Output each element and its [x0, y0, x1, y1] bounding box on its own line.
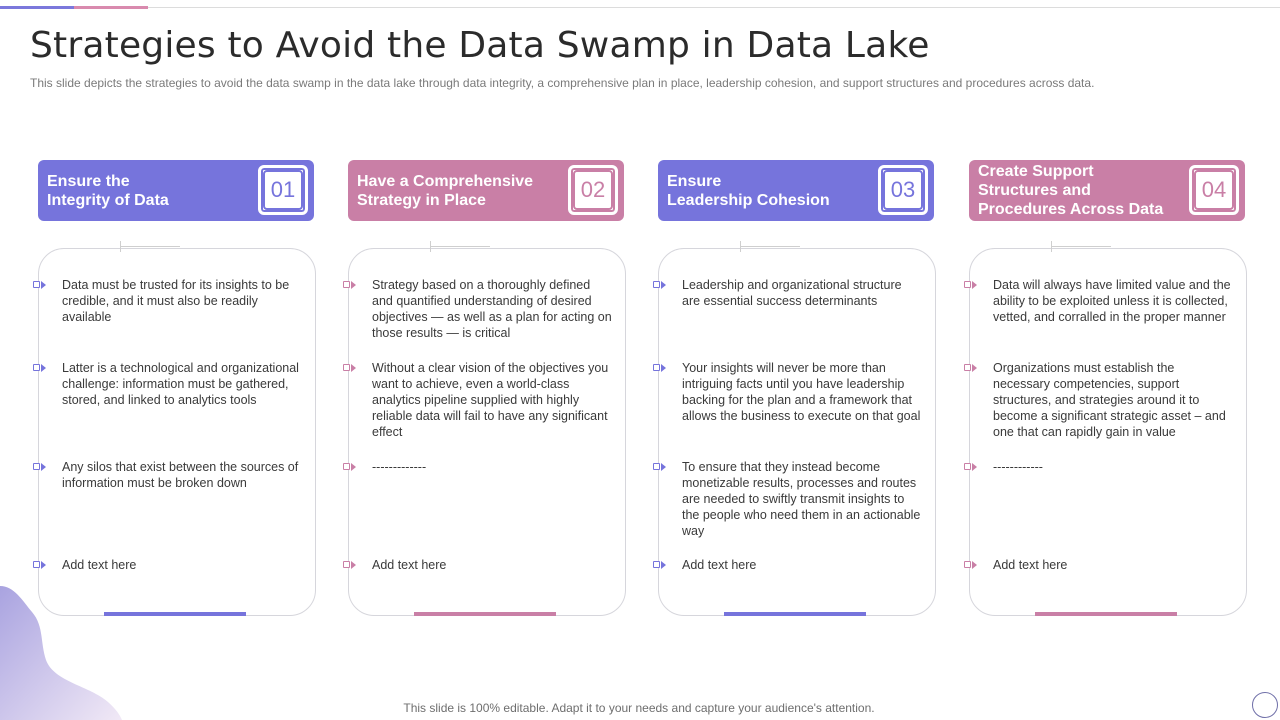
card-number-badge [878, 165, 928, 215]
strategy-card-3 [658, 160, 936, 616]
slide-title: Strategies to Avoid the Data Swamp in Data Lake [30, 25, 930, 66]
bullet-item [62, 557, 302, 573]
bullet-text: Strategy based on a thoroughly defined and quantified understanding of desired objectives — as well as a plan for acting on those results — is critical [372, 278, 612, 340]
card-number: 01 [270, 177, 296, 202]
bullet-item [62, 277, 302, 325]
bullet-item [62, 360, 302, 408]
bullet-marker-icon [653, 561, 667, 569]
strategy-card-4 [969, 160, 1247, 616]
bullet-text: Organizations must establish the necessary competencies, support structures, and strategies around it to become a significant strategic asset – and one that can rapidly gain in value [993, 361, 1226, 439]
bullet-marker-icon [343, 281, 357, 289]
card-number: 02 [580, 177, 606, 202]
bullet-marker-icon [33, 281, 47, 289]
bullet-marker-icon [653, 364, 667, 372]
strategy-card-2 [348, 160, 626, 616]
bullet-text: Latter is a technological and organizational challenge: information must be gathered, stored, and linked to analytics tools [62, 361, 299, 407]
bullet-text: To ensure that they instead become monetizable results, processes and routes are needed to swiftly transmit insights to the people who need them in an actionable way [682, 460, 921, 538]
bullet-item [62, 459, 302, 491]
circle-icon [1252, 692, 1278, 718]
bullet-marker-icon [964, 281, 978, 289]
slide-footer: This slide is 100% editable. Adapt it to your needs and capture your audience's attention. [403, 701, 875, 715]
connector-tick [120, 241, 180, 253]
bullet-text: Leadership and organizational structure are essential success determinants [682, 278, 902, 308]
bullet-item [372, 459, 612, 475]
card-bottom-accent [724, 612, 866, 616]
card-number-badge [568, 165, 618, 215]
bullet-marker-icon [343, 561, 357, 569]
strategy-card-1 [38, 160, 316, 616]
bullet-marker-icon [343, 463, 357, 471]
bullet-item [372, 557, 612, 573]
card-header [348, 160, 624, 221]
bullet-marker-icon [964, 561, 978, 569]
bullet-text: Add text here [62, 558, 137, 572]
card-title: Ensure Leadership Cohesion [667, 172, 830, 209]
connector-tick [740, 241, 800, 253]
card-number: 04 [1201, 177, 1227, 202]
bullet-text: Add text here [372, 558, 447, 572]
bullet-text: Data must be trusted for its insights to be credible, and it must also be readily available [62, 278, 290, 324]
bullet-marker-icon [964, 463, 978, 471]
top-accent-blue [0, 6, 74, 9]
card-bottom-accent [414, 612, 556, 616]
bullet-marker-icon [33, 561, 47, 569]
bullet-item [993, 557, 1233, 573]
bullet-item [993, 459, 1233, 475]
card-bottom-accent [1035, 612, 1177, 616]
bullet-text: Add text here [993, 558, 1068, 572]
card-bottom-accent [104, 612, 246, 616]
bullet-text: ------------ [993, 460, 1043, 474]
top-rule [0, 7, 1280, 8]
bullet-item [372, 277, 612, 341]
bullet-text: Add text here [682, 558, 757, 572]
slide-subtitle: This slide depicts the strategies to avoid the data swamp in the data lake through data integrity, a comprehensive plan in place, leadership cohesion, and support structures and procedures across data. [30, 76, 1095, 90]
card-header [658, 160, 934, 221]
top-accent-pink [74, 6, 148, 9]
bullet-item [682, 277, 922, 309]
card-title: Have a Comprehensive Strategy in Place [357, 172, 534, 209]
connector-tick [430, 241, 490, 253]
bullet-marker-icon [653, 463, 667, 471]
card-title: Ensure the Integrity of Data [47, 172, 169, 209]
card-number-badge [1189, 165, 1239, 215]
card-title: Create Support Structures and Procedures Across Data [978, 163, 1164, 218]
bullet-marker-icon [33, 364, 47, 372]
bullet-text: Your insights will never be more than intriguing facts until you have leadership backing for the plan and a framework that allows the business to execute on that goal [682, 361, 921, 423]
bullet-item [682, 360, 922, 424]
bullet-marker-icon [964, 364, 978, 372]
bullet-text: Data will always have limited value and the ability to be exploited unless it is collected, vetted, and corralled in the proper manner [993, 278, 1231, 324]
bullet-marker-icon [343, 364, 357, 372]
bullet-text: Any silos that exist between the sources of information must be broken down [62, 460, 299, 490]
card-header [38, 160, 314, 221]
bullet-item [993, 277, 1233, 325]
card-number: 03 [890, 177, 916, 202]
bullet-marker-icon [653, 281, 667, 289]
bullet-item [682, 557, 922, 573]
bullet-text: Without a clear vision of the objectives you want to achieve, even a world-class analytics pipeline supplied with highly reliable data will fail to have any significant effect [372, 361, 609, 439]
card-header [969, 160, 1245, 221]
bullet-text: ------------- [372, 460, 427, 474]
connector-tick [1051, 241, 1111, 253]
bullet-item [372, 360, 612, 440]
bullet-item [682, 459, 922, 539]
bullet-item [993, 360, 1233, 440]
bullet-marker-icon [33, 463, 47, 471]
card-number-badge [258, 165, 308, 215]
